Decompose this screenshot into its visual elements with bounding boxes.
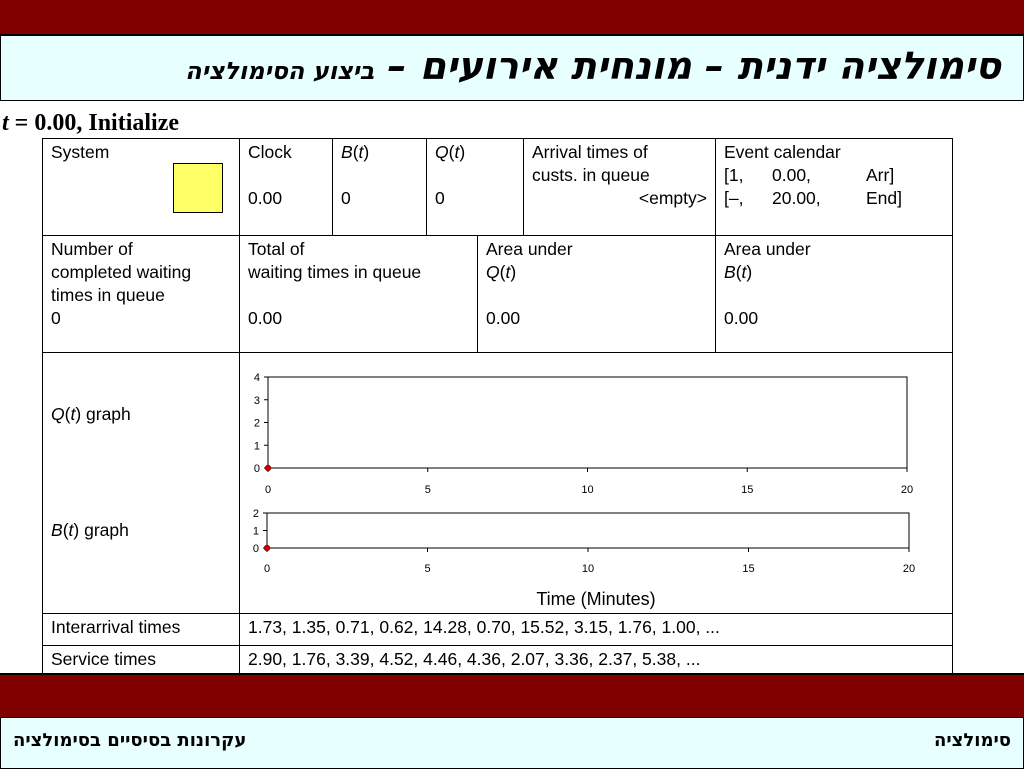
arrivals-value: <empty> — [638, 188, 707, 208]
area-b-cell: Area under B(t) 0.00 — [715, 235, 953, 353]
service-value-cell — [239, 645, 953, 675]
area-q-value: 0.00 — [486, 308, 521, 328]
num-completed-cell: Number of completed waiting times in queue 0 — [42, 235, 240, 353]
b-y-tick-label: 2 — [252, 508, 259, 520]
slide-subtitle: ביצוע הסימולציה — [185, 57, 375, 85]
area-q-cell: Area under Q(t) 0.00 — [477, 235, 716, 353]
busy-label: B(t) — [341, 142, 370, 162]
num-completed-value: 0 — [51, 308, 61, 328]
queue-value: 0 — [435, 188, 445, 208]
interarrival-label-cell — [42, 613, 240, 646]
area-b-value: 0.00 — [724, 308, 759, 328]
graph-labels-cell — [42, 352, 240, 614]
interarrival-label: Interarrival times — [51, 617, 181, 637]
queue-label: Q(t) — [435, 142, 466, 162]
q-x-tick-label: 20 — [900, 484, 914, 496]
q-graph-label: Q(t) graph — [51, 404, 131, 424]
title-bar — [0, 36, 1024, 101]
q-plot-frame — [268, 377, 907, 468]
system-label: System — [51, 142, 110, 162]
footer-topic: סימולציה — [933, 730, 1011, 751]
q-x-tick-label: 0 — [264, 484, 272, 496]
interarrival-values: 1.73, 1.35, 0.71, 0.62, 14.28, 0.70, 15.52, 3.15, 1.76, 1.00, ... — [248, 617, 720, 637]
bottom-decor-band — [0, 673, 1024, 719]
b-x-tick-label: 20 — [902, 563, 916, 575]
q-x-tick-label: 10 — [581, 484, 594, 496]
q-y-tick-label: 0 — [253, 463, 260, 475]
b-x-tick-label: 0 — [263, 563, 271, 575]
clock-label: Clock — [248, 142, 292, 162]
event-calendar-label: Event calendar — [724, 142, 841, 162]
total-wait-cell: Total of waiting times in queue 0.00 — [239, 235, 478, 353]
q-x-tick-label: 5 — [424, 484, 431, 496]
clock-value: 0.00 — [248, 188, 283, 208]
system-cell — [42, 138, 240, 236]
b-y-tick-label: 1 — [252, 525, 259, 538]
arrivals-cell — [523, 138, 716, 236]
b-data-point — [264, 545, 270, 551]
system-server-box — [173, 163, 223, 213]
q-y-tick-label: 2 — [253, 417, 260, 430]
q-y-tick-label: 4 — [253, 372, 260, 384]
clock-cell — [239, 138, 333, 236]
slide-title: סימולציה ידנית – מונחית אירועים – ביצוע הסימולציה — [185, 44, 1001, 88]
queue-cell — [426, 138, 524, 236]
service-label-cell — [42, 645, 240, 675]
event-row: [–, 20.00, End] — [724, 188, 902, 208]
step-heading: t = 0.00, Initialize — [2, 110, 180, 136]
top-decor-band — [0, 0, 1024, 36]
b-plot-frame — [267, 513, 909, 548]
b-x-tick-label: 5 — [424, 563, 431, 575]
event-row: [1, 0.00, Arr] — [724, 165, 895, 185]
q-x-tick-label: 15 — [741, 484, 754, 496]
event-calendar-cell — [715, 138, 953, 236]
interarrival-value-cell — [239, 613, 953, 646]
footer — [0, 717, 1024, 769]
b-y-tick-label: 0 — [252, 543, 259, 555]
q-y-tick-label: 3 — [253, 394, 260, 407]
q-y-tick-label: 1 — [253, 440, 260, 453]
graphs-cell — [239, 352, 953, 614]
footer-course-title: עקרונות בסיסיים בסימולציה — [13, 730, 247, 751]
busy-cell — [332, 138, 427, 236]
b-graph-label: B(t) graph — [51, 520, 129, 540]
arrivals-label-line1: Arrival times of — [532, 142, 648, 162]
q-data-point — [265, 465, 271, 471]
service-label: Service times — [51, 649, 157, 669]
graphs-svg — [240, 353, 952, 613]
b-x-tick-label: 10 — [581, 563, 595, 575]
b-x-tick-label: 15 — [742, 563, 755, 575]
total-wait-value: 0.00 — [248, 308, 283, 328]
busy-value: 0 — [341, 188, 351, 208]
x-axis-label: Time (Minutes) — [536, 589, 656, 609]
service-values: 2.90, 1.76, 3.39, 4.52, 4.46, 4.36, 2.07, 3.36, 2.37, 5.38, ... — [248, 649, 701, 669]
arrivals-label-line2: custs. in queue — [532, 165, 650, 185]
